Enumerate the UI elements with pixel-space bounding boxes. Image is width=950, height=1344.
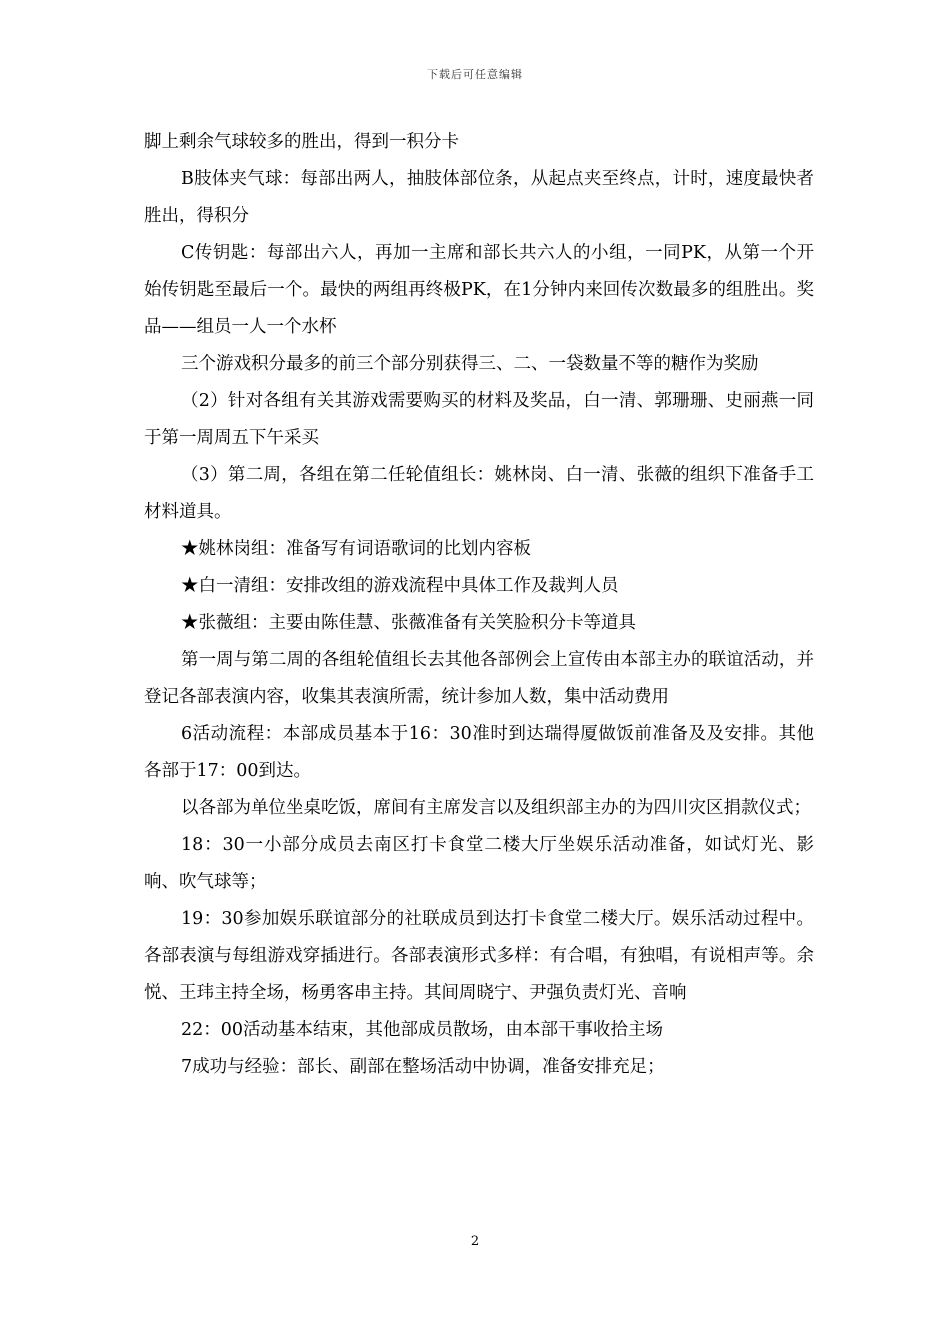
paragraph-star-item: ★白一清组：安排改组的游戏流程中具体工作及裁判人员 [181, 576, 619, 596]
page-number: 2 [470, 1234, 480, 1249]
paragraph: 第一周与第二周的各组轮值组长去其他各部例会上宣传由本部主办的联谊活动，并登记各部表演内容，收集其表演所需，统计参加人数，集中活动费用 [144, 650, 814, 707]
paragraph: 6活动流程：本部成员基本于16：30准时到达瑞得厦做饭前准备及及安排。其他各部于17：00到达。 [144, 724, 814, 781]
document-body [144, 124, 814, 1086]
paragraph: C传钥匙：每部出六人，再加一主席和部长共六人的小组，一同PK，从第一个开始传钥匙至最后一个。最快的两组再终极PK，在1分钟内来回传次数最多的组胜出。奖品——组员一人一个水杯 [144, 243, 814, 337]
paragraph-star-item: ★姚林岗组：准备写有词语歌词的比划内容板 [181, 539, 531, 559]
paragraph: 三个游戏积分最多的前三个部分别获得三、二、一袋数量不等的糖作为奖励 [181, 354, 759, 374]
paragraph: （2）针对各组有关其游戏需要购买的材料及奖品，白一清、郭珊珊、史丽燕一同于第一周周五下午采买 [144, 391, 814, 448]
paragraph: 以各部为单位坐桌吃饭，席间有主席发言以及组织部主办的为四川灾区捐款仪式； [181, 798, 811, 818]
paragraph: 22：00活动基本结束，其他部成员散场，由本部干事收拾主场 [181, 1020, 664, 1040]
paragraph: 脚上剩余气球较多的胜出，得到一积分卡 [144, 132, 459, 152]
paragraph: 7成功与经验：部长、副部在整场活动中协调，准备安排充足； [181, 1057, 665, 1077]
paragraph-star-item: ★张薇组：主要由陈佳慧、张薇准备有关笑脸积分卡等道具 [181, 613, 636, 633]
paragraph: 18：30一小部分成员去南区打卡食堂二楼大厅坐娱乐活动准备，如试灯光、影响、吹气球等； [144, 835, 814, 892]
paragraph: 19：30参加娱乐联谊部分的社联成员到达打卡食堂二楼大厅。娱乐活动过程中。各部表演与每组游戏穿插进行。各部表演形式多样：有合唱，有独唱，有说相声等。余悦、王玮主持全场，杨勇客串主持。其间周晓宁、尹强负责灯光、音响 [144, 909, 814, 1003]
paragraph: （3）第二周，各组在第二任轮值组长：姚林岗、白一清、张薇的组织下准备手工材料道具。 [144, 465, 814, 522]
paragraph: B肢体夹气球：每部出两人，抽肢体部位条，从起点夹至终点，计时，速度最快者胜出，得积分 [144, 169, 814, 226]
page-header: 下载后可任意编辑 [427, 68, 523, 81]
